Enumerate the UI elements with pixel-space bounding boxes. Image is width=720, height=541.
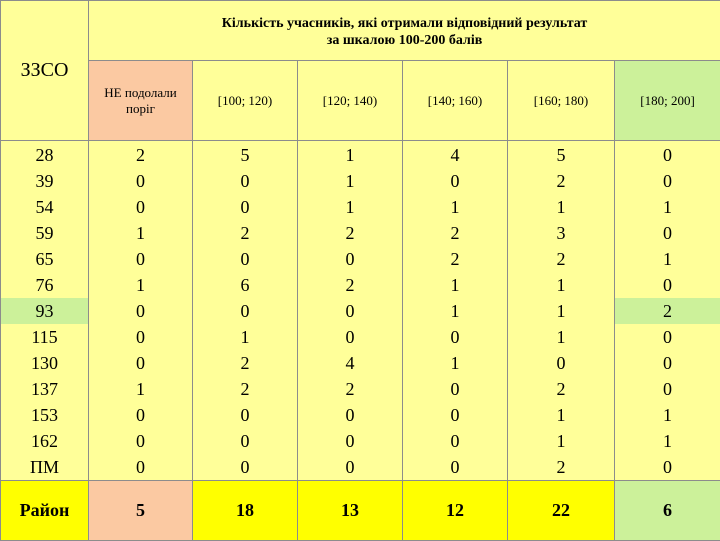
table-title [89,1,720,61]
table-cell: 0 [89,350,192,376]
table-cell: 0 [193,246,297,272]
table-cell: 0 [89,246,192,272]
column-header-below-threshold-line1: НЕ подолали [89,85,192,101]
school-number: 76 [1,272,88,298]
table-cell: 0 [193,298,297,324]
school-number: 153 [1,402,88,428]
district-label: Район [1,481,89,541]
table-cell: 1 [403,350,507,376]
table-cell: 2 [508,168,614,194]
table-cell: 0 [615,350,720,376]
table-cell: 0 [193,454,297,480]
table-cell: 1 [508,194,614,220]
column-header-below-threshold [89,61,193,141]
table-cell: 1 [403,298,507,324]
school-number: 59 [1,220,88,246]
table-cell: 0 [193,168,297,194]
table-cell: 1 [508,428,614,454]
school-number: 137 [1,376,88,402]
table-cell: 6 [193,272,297,298]
table-cell: 1 [615,428,720,454]
table-cell: 0 [403,168,507,194]
table-cell: 1 [298,168,402,194]
below-threshold-list [89,142,192,480]
column-header-120-140: [120; 140) [298,61,403,141]
table-cell: 4 [403,142,507,168]
table-cell: 2 [193,350,297,376]
table-cell: 0 [89,454,192,480]
table-cell: 0 [298,428,402,454]
table-cell: 0 [403,376,507,402]
table-cell: 2 [508,454,614,480]
table-cell: 5 [193,142,297,168]
table-cell: 2 [298,376,402,402]
table-cell: 1 [403,194,507,220]
table-cell: 2 [89,142,192,168]
below-threshold-column [89,141,193,481]
range-180-200-list [615,142,720,480]
table-cell: 2 [403,220,507,246]
table-cell: 1 [508,272,614,298]
table-cell: 0 [298,298,402,324]
district-below-threshold: 5 [89,481,193,541]
district-160-180: 22 [508,481,615,541]
table-cell: 0 [89,402,192,428]
school-number: 115 [1,324,88,350]
table-cell: 0 [89,428,192,454]
table-cell: 0 [403,324,507,350]
table-cell: 0 [89,324,192,350]
table-cell: 0 [298,402,402,428]
table-cell: 1 [615,246,720,272]
range-100-120-column [193,141,298,481]
district-100-120: 18 [193,481,298,541]
range-120-140-column [298,141,403,481]
table-title-line1: Кількість учасників, які отримали відповідний результат [89,15,720,32]
table-cell: 2 [615,298,720,324]
table-cell: 0 [403,454,507,480]
table-cell: 0 [193,428,297,454]
table-cell: 3 [508,220,614,246]
column-header-180-200: [180; 200] [615,61,720,141]
table-cell: 0 [615,142,720,168]
column-header-140-160: [140; 160) [403,61,508,141]
column-header-100-120: [100; 120) [193,61,298,141]
school-number: 93 [1,298,88,324]
table-cell: 1 [89,272,192,298]
table-cell: 0 [298,454,402,480]
table-cell: 2 [403,246,507,272]
table-cell: 1 [508,298,614,324]
table-cell: 0 [89,194,192,220]
table-cell: 2 [298,220,402,246]
school-number: ПМ [1,454,88,480]
table-cell: 1 [89,220,192,246]
school-column [1,141,89,481]
table-cell: 1 [298,194,402,220]
range-180-200-column [615,141,720,481]
range-100-120-list [193,142,297,480]
table-cell: 0 [508,350,614,376]
range-120-140-list [298,142,402,480]
table-cell: 0 [298,324,402,350]
school-number: 162 [1,428,88,454]
table-cell: 0 [193,402,297,428]
range-140-160-column [403,141,508,481]
table-cell: 0 [89,168,192,194]
table-cell: 1 [403,272,507,298]
table-cell: 1 [615,194,720,220]
table-cell: 0 [615,376,720,402]
range-140-160-list [403,142,507,480]
table-cell: 1 [508,402,614,428]
district-180-200: 6 [615,481,720,541]
column-header-160-180: [160; 180) [508,61,615,141]
table-cell: 0 [615,324,720,350]
column-header-below-threshold-line2: поріг [89,101,192,117]
table-cell: 0 [403,428,507,454]
school-number: 54 [1,194,88,220]
table-cell: 0 [403,402,507,428]
table-cell: 1 [193,324,297,350]
table-cell: 0 [193,194,297,220]
school-number: 65 [1,246,88,272]
school-number: 39 [1,168,88,194]
table-title-line2: за шкалою 100-200 балів [89,32,720,49]
school-list [1,142,88,480]
table-cell: 0 [615,168,720,194]
table-cell: 0 [615,220,720,246]
school-number: 130 [1,350,88,376]
table-cell: 2 [508,246,614,272]
table-cell: 2 [298,272,402,298]
table-cell: 2 [193,220,297,246]
table-cell: 5 [508,142,614,168]
table-cell: 0 [298,246,402,272]
range-160-180-column [508,141,615,481]
table-cell: 4 [298,350,402,376]
district-120-140: 13 [298,481,403,541]
district-140-160: 12 [403,481,508,541]
school-number: 28 [1,142,88,168]
table-cell: 0 [89,298,192,324]
range-160-180-list [508,142,614,480]
table-cell: 1 [298,142,402,168]
table-cell: 1 [508,324,614,350]
zzso-header: ЗЗСО [1,1,89,141]
table-cell: 2 [193,376,297,402]
table-cell: 2 [508,376,614,402]
table-cell: 1 [89,376,192,402]
table-cell: 0 [615,272,720,298]
table-cell: 1 [615,402,720,428]
table-cell: 0 [615,454,720,480]
